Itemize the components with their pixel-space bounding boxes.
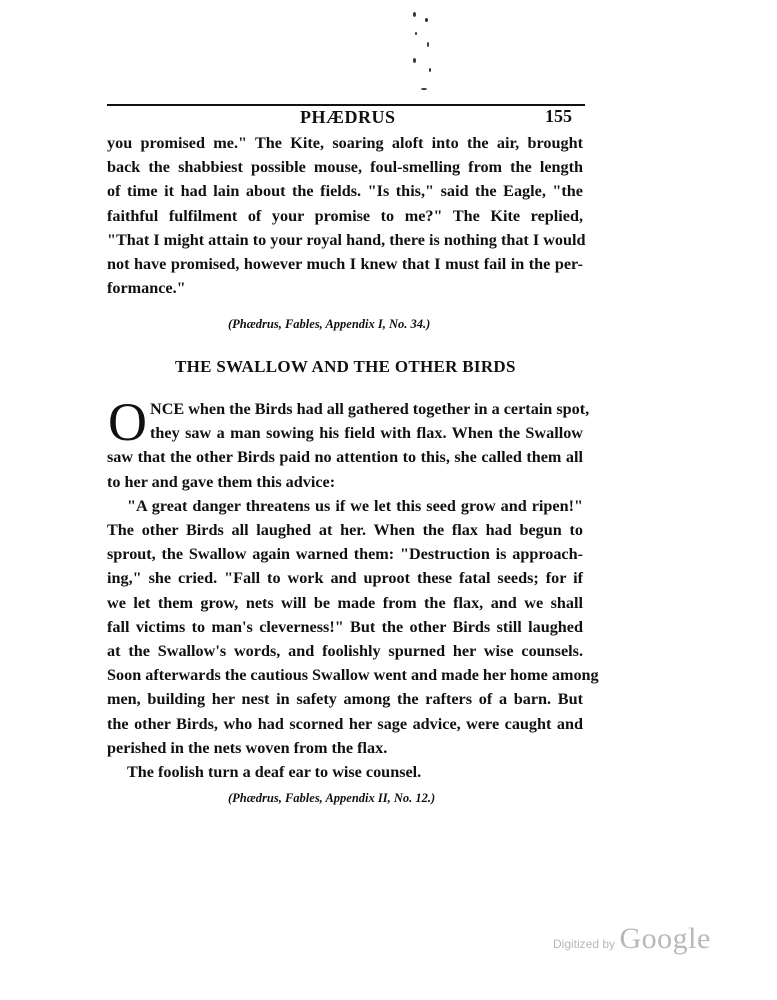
text-line: at the Swallow's words, and foolishly spurned her wise counsels. <box>107 642 583 661</box>
text-line: NCE when the Birds had all gathered together in a certain spot, <box>150 400 590 418</box>
text-line: of time it had lain about the fields. "Is this," said the Eagle, "the <box>107 182 583 201</box>
text-line: back the shabbiest possible mouse, foul-smelling from the length <box>107 158 583 177</box>
text-line: The other Birds all laughed at her. When the flax had begun to <box>107 521 583 540</box>
drop-cap: O <box>108 392 147 452</box>
google-logo: Google <box>619 922 711 955</box>
fable-body <box>107 392 599 784</box>
text-line: we let them grow, nets will be made from the flax, and we shall <box>107 593 583 612</box>
text-line: sprout, the Swallow again warned them: "Destruction is approach- <box>107 545 583 564</box>
text-line: saw that the other Birds paid no attention to this, she called them all <box>107 448 583 467</box>
text-line: you promised me." The Kite, soaring aloft into the air, brought <box>107 134 583 152</box>
text-line: Soon afterwards the cautious Swallow went and made her home among <box>107 666 599 685</box>
text-line: not have promised, however much I knew that I must fail in the per- <box>107 255 583 274</box>
text-line: the other Birds, who had scorned her sage advice, were caught and <box>107 714 583 733</box>
text-line: faithful fulfilment of your promise to me?" The Kite replied, <box>107 206 583 225</box>
header-rule <box>107 104 585 106</box>
page-number: 155 <box>545 106 572 126</box>
text-line: formance." <box>107 279 186 298</box>
watermark-prefix: Digitized by <box>553 937 616 951</box>
citation-first: (Phædrus, Fables, Appendix I, No. 34.) <box>228 317 431 331</box>
scan-marks <box>405 8 445 98</box>
text-line: ing," she cried. "Fall to work and uproot these fatal seeds; for if <box>107 569 583 588</box>
text-line: "That I might attain to your royal hand, there is nothing that I would <box>107 230 586 249</box>
text-line: to her and gave them this advice: <box>107 472 336 491</box>
previous-fable-ending <box>107 131 586 300</box>
text-line: perished in the nets woven from the flax. <box>107 738 388 757</box>
digitized-watermark <box>553 922 711 956</box>
text-line: fall victims to man's cleverness!" But the other Birds still laughed <box>107 617 583 636</box>
citation-second: (Phædrus, Fables, Appendix II, No. 12.) <box>228 791 436 805</box>
running-head: PHÆDRUS <box>300 107 396 127</box>
moral-line: The foolish turn a deaf ear to wise counsel. <box>127 763 422 782</box>
text-line: "A great danger threatens us if we let this seed grow and ripen!" <box>127 496 583 515</box>
text-line: men, building her nest in safety among the rafters of a barn. But <box>107 690 583 709</box>
text-line: they saw a man sowing his field with flax. When the Swallow <box>150 424 583 443</box>
fable-title: THE SWALLOW AND THE OTHER BIRDS <box>175 357 516 376</box>
